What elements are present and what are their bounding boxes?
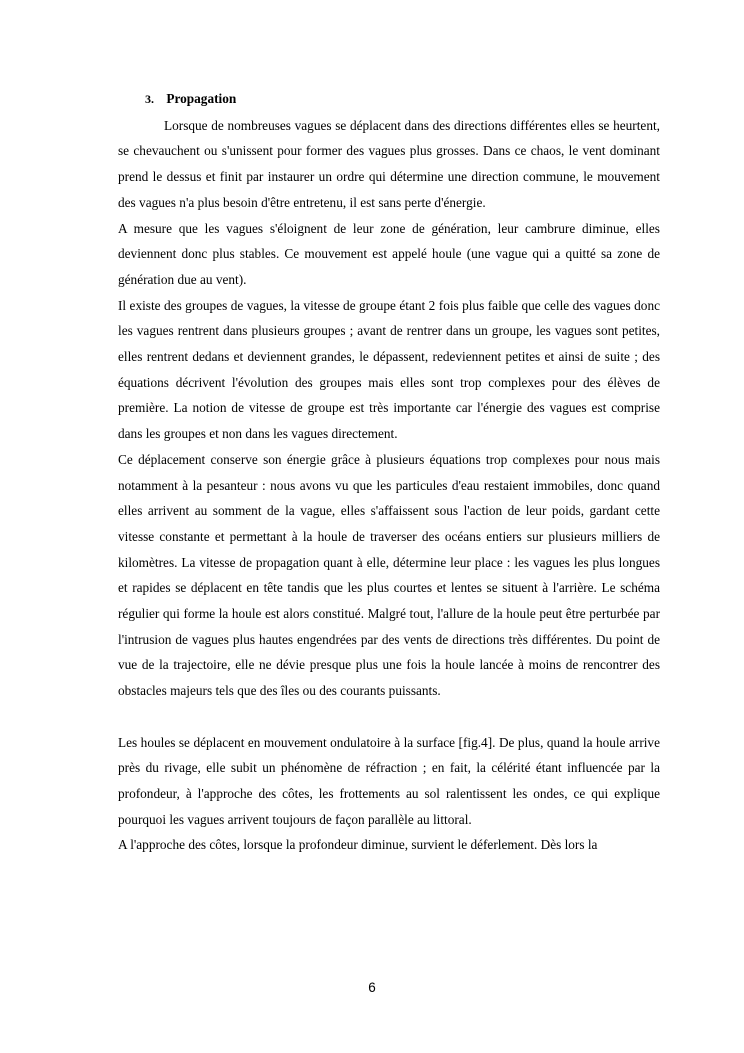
page-number: 6	[368, 980, 376, 995]
paragraph-refraction: Les houles se déplacent en mouvement ondulatoire à la surface [fig.4]. De plus, quand la houle arrive près du rivage, elle subit un phénomène de réfraction ; en fait, la célérité étant influencée par la profondeur, à l'approche des côtes, les frottements au sol ralentissent les ondes, ce qui explique pourquoi les vagues arrivent toujours de façon parallèle au littoral.	[118, 734, 660, 827]
section-heading	[118, 86, 660, 113]
paragraph-energy-conservation: Ce déplacement conserve son énergie grâce à plusieurs équations trop complexes pour nous mais notamment à la pesanteur : nous avons vu que les particules d'eau restaient immobiles, donc quand elles arrivent au somment de la vague, elles s'affaissent sous l'action de leur poids, gardant cette vitesse constante et permettant à la houle de traverser des océans entiers sur plusieurs milliers de kilomètres. La vitesse de propagation quant à elle, détermine leur place : les vagues les plus longues et rapides se déplacent en tête tandis que les plus courtes et lentes se situent à l'arrière. Le schéma régulier qui forme la houle est alors constitué. Malgré tout, l'allure de la houle peut être perturbée par l'intrusion de vagues plus hautes engendrées par des vents de directions très différentes. Du point de vue de la trajectoire, elle ne dévie presque plus une fois la houle lancée à moins de rencontrer des obstacles majeurs tels que des îles ou des courants puissants.	[118, 451, 660, 699]
paragraph-houle-definition: A mesure que les vagues s'éloignent de leur zone de génération, leur cambrure diminue, elles deviennent donc plus stables. Ce mouvement est appelé houle (une vague qui a quitté sa zone de génération due au vent).	[118, 220, 660, 287]
page-content	[118, 86, 660, 858]
paragraph-breaking: A l'approche des côtes, lorsque la profondeur diminue, survient le déferlement. Dès lors la	[118, 837, 598, 853]
section-title: Propagation	[166, 91, 237, 106]
paragraph-wave-groups: Il existe des groupes de vagues, la vitesse de groupe étant 2 fois plus faible que celle des vagues donc les vagues rentrent dans plusieurs groupes ; avant de rentrer dans un groupe, les vagues sont petites, elles rentrent dedans et deviennent grandes, le dépassent, redeviennent petites et ainsi de suite ; des équations décrivent l'évolution des groupes mais elles sont trop complexes pour des élèves de première. La notion de vitesse de groupe est très importante car l'énergie des vagues est comprise dans les groupes et non dans les vagues directement.	[118, 297, 660, 442]
paragraph-intro: Lorsque de nombreuses vagues se déplacent dans des directions différentes elles se heurtent, se chevauchent ou s'unissent pour former des vagues plus grosses. Dans ce chaos, le vent dominant prend le dessus et finit par instaurer un ordre qui détermine une direction commune, le mouvement des vagues n'a plus besoin d'être entretenu, il est sans perte d'énergie.	[118, 117, 660, 210]
blank-line	[118, 704, 660, 730]
section-number: 3.	[145, 92, 154, 106]
